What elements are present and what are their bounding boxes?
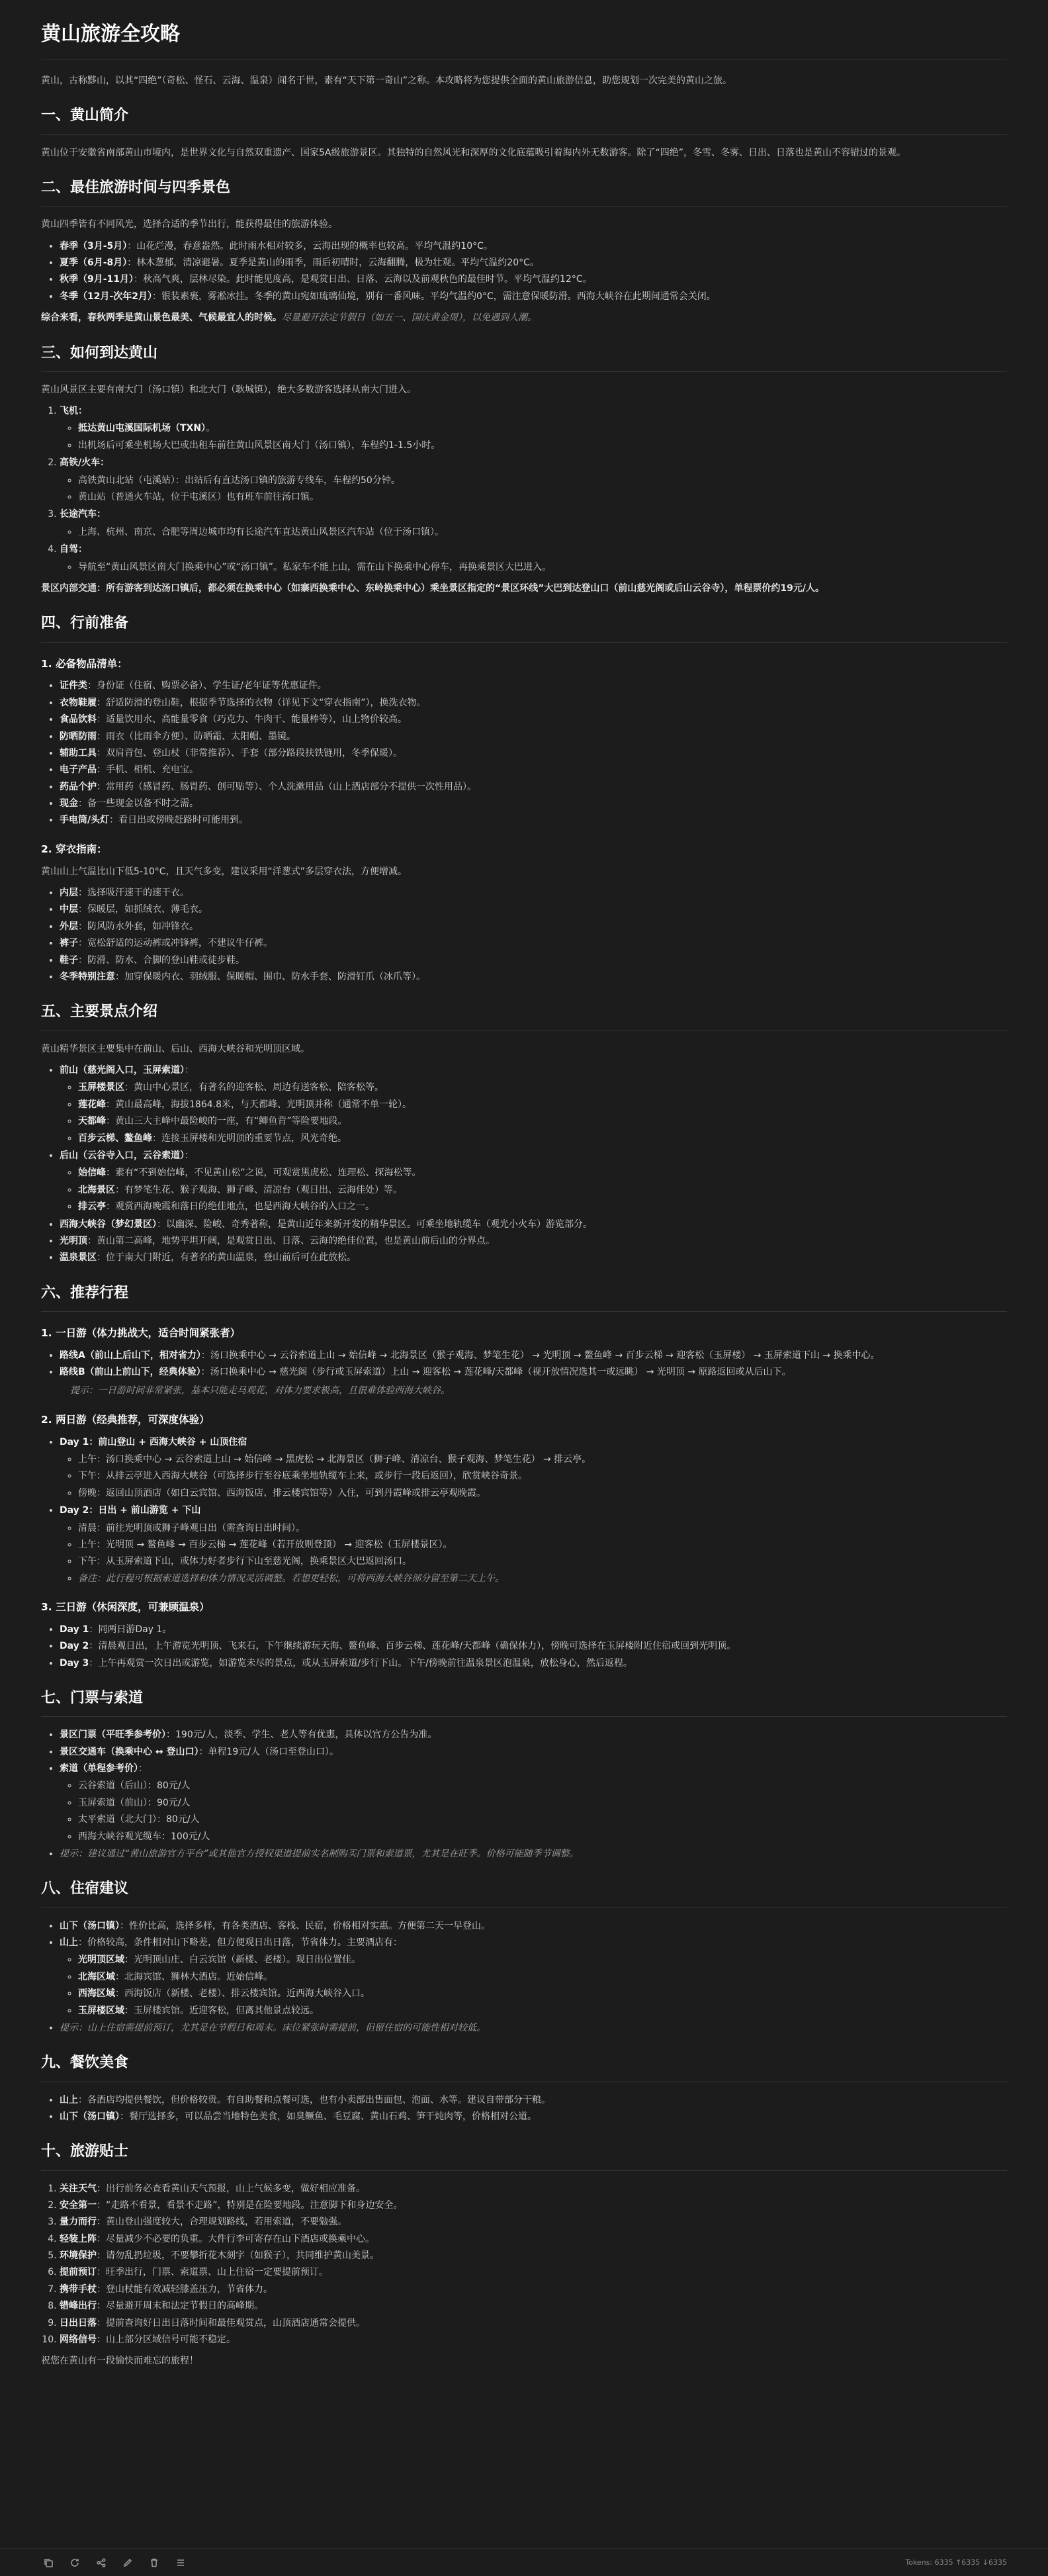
item-strong: 食品饮料 — [60, 714, 97, 725]
item-strong: 北海区域 — [78, 1971, 115, 1982]
tip-text: 提示：一日游时间非常紧张，基本只能走马观花，对体力要求极高，且很难体验西海大峡谷。 — [70, 1385, 450, 1397]
item-strong: 秋季（9月-11月） — [60, 274, 134, 285]
subsection-heading: 1. 一日游（体力挑战大，适合时间紧张者） — [41, 1326, 241, 1339]
item-strong: 后山（云谷寺入口，云谷索道） — [60, 1150, 185, 1161]
list-item — [60, 455, 1007, 504]
item-text: ：“走路不看景，看景不走路”，特别是在险要地段。注意脚下和身边安全。 — [97, 2199, 403, 2211]
item-strong: 冬季（12月-次年2月） — [60, 291, 153, 302]
item-strong: Day 3 — [60, 1657, 89, 1669]
list-item — [78, 1469, 1007, 1483]
item-text: ：汤口换乘中心 → 云谷索道上山 → 始信峰 → 北海景区（猴子观海、梦笔生花） → 光明顶 → 鳌鱼峰 → 百步云梯 → 迎客松（玉屏楼） → 玉屏索道下山 → 换乘中心。 — [200, 1350, 880, 1361]
item-text: ：林木葱郁，清凉避暑。夏季是黄山的雨季，雨后初晴时，云海翻腾，极为壮观。平均气温约20°C。 — [127, 257, 539, 268]
item-text: ：上午再观赏一次日出或游览，如游览未尽的景点，或从玉屏索道/步行下山。下午/傍晚前往温泉景区泡温泉，放松身心，然后返程。 — [89, 1657, 633, 1669]
list-item — [60, 2248, 1007, 2263]
section-heading: 六、推荐行程 — [41, 1281, 1007, 1312]
refresh-icon — [69, 2557, 80, 2568]
list-item — [60, 1847, 1007, 1861]
item-strong: 辅助工具 — [60, 747, 97, 759]
list-item — [78, 1097, 1007, 1112]
item-text: ：保暖层，如抓绒衣、薄毛衣。 — [78, 904, 208, 915]
item-text: 上午：汤口换乘中心 → 云谷索道上山 → 始信峰 → 黑虎松 → 北海景区（狮子峰、清凉台、猴子观海、梦笔生花） → 排云亭。 — [78, 1454, 591, 1465]
item-strong: 山上 — [60, 1937, 78, 1948]
item-text: ：双肩背包、登山杖（非常推荐）、手套（部分路段扶铁链用，冬季保暖）。 — [97, 747, 402, 759]
item-strong: 鞋子 — [60, 954, 78, 966]
section-paragraph: 黄山山上气温比山下低5-10°C，且天气多变，建议采用“洋葱式”多层穿衣法，方便增减。 — [41, 866, 408, 877]
summary-em: 尽量避开法定节假日（如五一、国庆黄金周），以免遇到人潮。 — [282, 312, 537, 324]
item-text: ：雨衣（比雨伞方便）、防晒霜、太阳帽、墨镜。 — [97, 731, 296, 742]
item-text: ：加穿保暖内衣、羽绒服、保暖帽、围巾、防水手套、防滑钉爪（冰爪等）。 — [115, 972, 425, 983]
item-text: ：190元/人，淡季、学生、老人等有优惠，具体以官方公告为准。 — [166, 1729, 437, 1741]
list-item — [60, 1250, 1007, 1265]
sub-list — [60, 1080, 1007, 1146]
item-text: ： — [185, 1150, 194, 1161]
section-paragraph: 黄山精华景区主要集中在前山、后山、西海大峡谷和光明顶区域。 — [41, 1043, 310, 1054]
item-strong: 日出日落 — [60, 2317, 97, 2328]
item-strong: 北海景区 — [78, 1184, 115, 1195]
subsection-heading: 2. 两日游（经典推荐，可深度体验） — [41, 1413, 210, 1426]
list-item — [60, 936, 1007, 950]
list-item — [60, 1656, 1007, 1671]
closing-text: 祝您在黄山有一段愉快而难忘的旅程！ — [41, 2356, 198, 2367]
list-item: ◦ 玉屏索道（前山）：90元/人 — [78, 1796, 1007, 1810]
item-text: 清晨：前往光明顶或狮子峰观日出（需查询日出时间）。 — [78, 1522, 305, 1534]
list-item — [60, 1639, 1007, 1653]
list-item — [78, 1538, 1007, 1552]
item-text: ：黄山中心景区，有著名的迎客松、周边有送客松、陪客松等。 — [124, 1082, 384, 1093]
list-item — [60, 1745, 1007, 1759]
more-icon — [175, 2557, 186, 2568]
list-item — [60, 289, 1007, 304]
item-strong: Day 2 — [60, 1641, 89, 1652]
list-item — [60, 2316, 1007, 2330]
item-strong: 西海区域 — [78, 1988, 115, 2000]
item-strong: 提前预订 — [60, 2267, 97, 2278]
list-item: ◦ 太平索道（北大门）：80元/人 — [78, 1812, 1007, 1827]
list-item — [60, 1063, 1007, 1146]
page-title: 黄山旅游全攻略 — [41, 13, 1007, 60]
list-item — [78, 1199, 1007, 1214]
item-text: ：手机、相机、充电宝。 — [97, 764, 198, 776]
subsection-heading: 3. 三日游（休闲深度，可兼顾温泉） — [41, 1601, 210, 1614]
item-text: ：登山杖能有效减轻膝盖压力，节省体力。 — [97, 2283, 273, 2295]
item-strong: 携带手杖 — [60, 2283, 97, 2295]
item-strong: 防晒防雨 — [60, 731, 97, 742]
item-strong: 天都峰 — [78, 1116, 106, 1127]
tip-text: 备注：此行程可根据索道选择和体力情况灵活调整。若想更轻松，可将西海大峡谷部分留至第二天上午。 — [78, 1573, 504, 1584]
item-strong: 网络信号 — [60, 2334, 97, 2346]
list-item — [60, 507, 1007, 539]
section-heading: 三、如何到达黄山 — [41, 342, 1007, 372]
item-text: ：秋高气爽，层林尽染。此时能见度高，是观赏日出、日落、云海以及前观秋色的最佳时节。平均气温约12°C。 — [134, 274, 592, 285]
item-text: ：单程19元/人（汤口至登山口）。 — [198, 1746, 339, 1757]
item-text: ：黄山第二高峰，地势平坦开阔，是观赏日出、日落、云海的绝佳位置，也是黄山前后山的分界点。 — [87, 1235, 495, 1246]
item-strong: 长途汽车： — [60, 509, 106, 520]
list-item — [60, 1348, 1007, 1363]
list-item — [78, 2003, 1007, 2018]
edit-icon — [122, 2557, 133, 2568]
item-strong: 量力而行 — [60, 2217, 97, 2228]
item-text: ：山花烂漫，春意盎然。此时雨水相对较多，云海出现的概率也较高。平均气温约10°C。 — [127, 240, 493, 252]
item-text: ：玉屏楼宾馆。近迎客松，但离其他景点较远。 — [124, 2005, 319, 2016]
item-text: ：银装素裹，雾凇冰挂。冬季的黄山宛如琉璃仙境，别有一番风味。平均气温约0°C，需注意保暖防滑。西海大峡谷在此期间通常会关闭。 — [152, 291, 716, 302]
list-item — [60, 2198, 1007, 2213]
refresh-button[interactable] — [67, 2555, 82, 2570]
transport-list — [41, 404, 1007, 575]
sub-list — [60, 473, 1007, 505]
item-text: 导航至“黄山风景区南大门换乘中心”或“汤口镇”。私家车不能上山，需在山下换乘中心停车，再换乘景区大巴进入。 — [78, 561, 552, 573]
list-item — [60, 1435, 1007, 1501]
list-item — [78, 490, 1007, 504]
section-heading: 九、餐饮美食 — [41, 2051, 1007, 2082]
food-list — [41, 2093, 1007, 2125]
sub-list — [60, 525, 1007, 539]
more-button[interactable] — [173, 2555, 188, 2570]
list-item — [78, 1953, 1007, 1967]
list-item — [60, 919, 1007, 934]
item-strong: 内层 — [60, 888, 78, 899]
list-item — [60, 1217, 1007, 1232]
item-text: ：宽松舒适的运动裤或冲锋裤，不建议牛仔裤。 — [78, 938, 273, 949]
sub-list — [60, 421, 1007, 453]
item-strong: 飞机： — [60, 406, 87, 417]
item-strong: 药品个护 — [60, 781, 97, 792]
item-strong: 自驾： — [60, 544, 87, 555]
summary-strong: 综合来看，春秋两季是黄山景色最美、气候最宜人的时候。 — [41, 312, 282, 324]
item-strong: 莲花峰 — [78, 1099, 106, 1110]
item-text: ：提前查询好日出日落时间和最佳观赏点，山顶酒店通常会提供。 — [97, 2317, 365, 2328]
item-strong: 西海大峡谷（梦幻景区） — [60, 1219, 157, 1230]
item-text: 傍晚：返回山顶酒店（如白云宾馆、西海饭店、排云楼宾馆等）入住，可到丹霞峰或排云亭观晚霞。 — [78, 1487, 486, 1498]
item-text: 上午：光明顶 → 鳌鱼峰 → 百步云梯 → 莲花峰（若开放则登顶） → 迎客松（玉屏楼景区）。 — [78, 1539, 453, 1550]
item-text: ：常用药（感冒药、肠胃药、创可贴等）、个人洗漱用品（山上酒店部分不提供一次性用品）。 — [97, 781, 476, 792]
sub-list — [60, 1953, 1007, 2018]
season-list — [41, 239, 1007, 304]
itinerary-list — [41, 1348, 1007, 1380]
tip-text: 提示：山上住宿需提前预订，尤其是在节假日和周末。床位紧张时需提前，但留住宿的可能性相对较低。 — [60, 2022, 486, 2033]
list-item — [60, 1761, 1007, 1844]
item-text: ：身份证（住宿、购票必备）、学生证/老年证等优惠证件。 — [87, 680, 327, 692]
item-strong: 衣物鞋履 — [60, 697, 97, 708]
list-item — [60, 239, 1007, 253]
item-strong: 山下（汤口镇） — [60, 1920, 120, 1931]
tip-list — [41, 1383, 1007, 1398]
intro-paragraph: 黄山，古称黟山，以其“四绝”（奇松、怪石、云海、温泉）闻名于世，素有“天下第一奇山”之称。本攻略将为您提供全面的黄山旅游信息，助您规划一次完美的黄山之旅。 — [41, 75, 732, 86]
item-text: 下午：从排云亭进入西海大峡谷（可选择步行至谷底乘坐地轨缆车上来，或步行一段后返回），欣赏峡谷奇景。 — [78, 1471, 527, 1482]
section-heading: 八、住宿建议 — [41, 1877, 1007, 1908]
item-strong: 始信峰 — [78, 1168, 106, 1179]
item-strong: 排云亭 — [78, 1201, 106, 1213]
item-text: ：舒适防滑的登山鞋，根据季节选择的衣物（详见下文“穿衣指南”），换洗衣物。 — [97, 697, 426, 708]
item-strong: 山上 — [60, 2094, 78, 2105]
section-heading: 四、行前准备 — [41, 612, 1007, 642]
item-text: ：适量饮用水、高能量零食（巧克力、牛肉干、能量棒等），山上物价较高。 — [97, 714, 407, 725]
item-strong: 现金 — [60, 798, 78, 809]
list-item — [60, 2332, 1007, 2347]
list-item — [78, 473, 1007, 488]
list-item — [60, 746, 1007, 760]
item-text: ：黄山三大主峰中最险峻的一座，有“鲫鱼背”等险要地段。 — [106, 1116, 347, 1127]
item-text: ：看日出或傍晚赶路时可能用到。 — [109, 815, 249, 826]
subsection-heading: 2. 穿衣指南： — [41, 843, 107, 855]
list-item — [60, 780, 1007, 794]
token-count: Tokens: 6335 ↑6335 ↓6335 — [905, 2557, 1007, 2567]
item-strong: 中层 — [60, 904, 78, 915]
list-item — [60, 1365, 1007, 1379]
list-item — [60, 1503, 1007, 1586]
item-text: ：防风防水外套，如冲锋衣。 — [78, 921, 198, 932]
list-item — [60, 813, 1007, 827]
item-text: ：汤口换乘中心 → 慈光阁（步行或玉屏索道）上山 → 迎客松 → 莲花峰/天都峰（视开放情况选其一或远眺） → 光明顶 → 原路返回或从后山下。 — [200, 1367, 791, 1378]
item-text: ：光明顶山庄、白云宾馆（新楼、老楼）。观日出位置佳。 — [124, 1955, 361, 1966]
list-item — [60, 1727, 1007, 1742]
list-item — [60, 1919, 1007, 1933]
item-strong: 景区交通车（换乘中心 ↔ 登山口） — [60, 1746, 199, 1757]
list-item — [78, 1183, 1007, 1197]
season-summary — [41, 310, 1007, 325]
item-strong: 裤子 — [60, 938, 78, 949]
item-text: ：各酒店均提供餐饮，但价格较贵。有自助餐和点餐可选，也有小卖部出售面包、泡面、水等。建议自带部分干粮。 — [78, 2094, 550, 2105]
section-heading: 七、门票与索道 — [41, 1686, 1007, 1717]
item-strong: Day 1：前山登山 + 西海大峡谷 + 山顶住宿 — [60, 1436, 247, 1448]
item-text: 出机场后可乘坐机场大巴或出租车前往黄山风景区南大门（汤口镇），车程约1-1.5小时。 — [78, 439, 441, 451]
list-item — [60, 2299, 1007, 2313]
list-item — [60, 2182, 1007, 2196]
copy-button[interactable] — [41, 2555, 56, 2570]
item-strong: 高铁/火车： — [60, 457, 110, 469]
list-item — [60, 2265, 1007, 2279]
section-heading: 十、旅游贴士 — [41, 2140, 1007, 2170]
item-strong: Day 2：日出 + 前山游览 + 下山 — [60, 1505, 201, 1516]
list-item — [60, 678, 1007, 693]
item-text: 下午：从玉屏索道下山，或体力好者步行下山至慈光阁，换乘景区大巴返回汤口。 — [78, 1556, 412, 1567]
attraction-list — [41, 1063, 1007, 1265]
item-strong: 路线A（前山上后山下，相对省力） — [60, 1350, 201, 1361]
list-item — [60, 886, 1007, 900]
sub-list — [60, 1452, 1007, 1500]
item-text: ：北海宾馆、狮林大酒店。近始信峰。 — [115, 1971, 273, 1982]
lodging-list — [41, 1919, 1007, 2036]
section-paragraph: 黄山四季皆有不同风光，选择合适的季节出行，能获得最佳的旅游体验。 — [41, 219, 337, 230]
item-strong: 光明顶 — [60, 1235, 87, 1246]
item-strong: 百步云梯、鳌鱼峰 — [78, 1132, 152, 1144]
item-text: ：清晨观日出，上午游览光明顶、飞来石，下午继续游玩天海、鳌鱼峰、百步云梯、莲花峰/天都峰（确保体力），傍晚可选择在玉屏楼附近住宿或回到光明顶。 — [89, 1641, 736, 1652]
list-item — [60, 762, 1007, 777]
list-item — [78, 1166, 1007, 1180]
list-item — [60, 1622, 1007, 1637]
item-strong: 轻装上阵 — [60, 2233, 97, 2244]
item-text: ：有梦笔生花、猴子观海、狮子峰、清凉台（观日出、云海佳处）等。 — [115, 1184, 402, 1195]
sub-list — [60, 1778, 1007, 1844]
list-item — [60, 2232, 1007, 2246]
list-item — [60, 696, 1007, 710]
item-strong: 证件类 — [60, 680, 87, 692]
list-item — [60, 2282, 1007, 2297]
item-text: ：同两日游Day 1。 — [89, 1624, 172, 1635]
section-heading: 一、黄山简介 — [41, 104, 1007, 134]
item-strong: 电子产品 — [60, 764, 97, 776]
item-strong: 环境保护 — [60, 2250, 97, 2262]
list-item — [70, 1383, 1007, 1398]
list-item — [78, 438, 1007, 453]
item-strong: 错峰出行 — [60, 2301, 97, 2312]
item-text: ： — [185, 1064, 194, 1076]
list-item — [78, 1452, 1007, 1467]
list-item — [60, 1148, 1007, 1215]
list-item — [60, 2093, 1007, 2107]
item-text: ：山上部分区域信号可能不稳定。 — [97, 2334, 236, 2346]
list-item — [60, 2021, 1007, 2035]
item-text: ：防滑、防水、合脚的登山鞋或徒步鞋。 — [78, 954, 245, 966]
message-footer — [0, 2548, 1048, 2576]
tips-list — [41, 2182, 1007, 2348]
clothing-list — [41, 886, 1007, 984]
delete-button[interactable] — [147, 2555, 161, 2570]
item-strong: 安全第一 — [60, 2199, 97, 2211]
section-heading: 五、主要景点介绍 — [41, 1000, 1007, 1031]
list-item — [78, 1970, 1007, 1984]
list-item — [78, 1114, 1007, 1128]
list-item — [78, 1521, 1007, 1536]
section-paragraph: 黄山位于安徽省南部黄山市境内，是世界文化与自然双重遗产、国家5A级旅游景区。其独特的自然风光和深厚的文化底蕴吸引着海内外无数游客。除了“四绝”，冬雪、冬雾、日出、日落也是黄山不容错过的景观。 — [41, 147, 906, 158]
item-strong: 外层 — [60, 921, 78, 932]
section-heading: 二、最佳旅游时间与四季景色 — [41, 176, 1007, 207]
list-item — [60, 542, 1007, 575]
section-paragraph: 黄山风景区主要有南大门（汤口镇）和北大门（耿城镇），绝大多数游客选择从南大门进入。 — [41, 384, 416, 395]
item-text: ：西海饭店（新楼、老楼）、排云楼宾馆。近西海大峡谷入口。 — [115, 1988, 370, 2000]
list-item — [78, 1986, 1007, 2001]
item-strong: 玉屏楼区域 — [78, 2005, 124, 2016]
sub-list — [60, 1166, 1007, 1214]
item-text: ：黄山登山强度较大，合理规划路线，若用索道，不要勉强。 — [97, 2217, 347, 2228]
list-item — [60, 729, 1007, 744]
item-text: ：连接玉屏楼和光明顶的重要节点，风光奇绝。 — [152, 1132, 347, 1144]
list-item — [60, 970, 1007, 984]
item-strong: Day 1 — [60, 1624, 89, 1635]
item-text: ：尽量避开周末和法定节假日的高峰期。 — [97, 2301, 263, 2312]
list-item: ◦ 云谷索道（后山）：80元/人 — [78, 1778, 1007, 1793]
list-item — [60, 953, 1007, 968]
list-item — [78, 1080, 1007, 1095]
copy-icon — [43, 2557, 54, 2568]
item-text: ：位于南大门附近，有著名的黄山温泉，登山前后可在此放松。 — [97, 1252, 356, 1264]
item-strong: 山下（汤口镇） — [60, 2111, 120, 2122]
item-text: ：价格较高，条件相对山下略差，但方便观日出日落，节省体力。主要酒店有： — [78, 1937, 402, 1948]
item-text: 黄山站（普通火车站，位于屯溪区）也有班车前往汤口镇。 — [78, 492, 319, 503]
item-strong: 索道（单程参考价） — [60, 1763, 138, 1774]
list-item — [78, 421, 1007, 436]
item-strong: 夏季（6月-8月） — [60, 257, 128, 268]
item-strong: 光明顶区域 — [78, 1955, 124, 1966]
list-item — [78, 1131, 1007, 1146]
item-text: ：选择吸汗速干的速干衣。 — [78, 888, 189, 899]
item-text: ：以幽深、险峻、奇秀著称，是黄山近年来新开发的精华景区。可乘坐地轨缆车（观光小火车）游览部分。 — [157, 1219, 592, 1230]
itinerary-list — [41, 1435, 1007, 1587]
item-text: ：餐厅选择多，可以品尝当地特色美食，如臭鳜鱼、毛豆腐、黄山石鸡、笋干炖肉等，价格相对公道。 — [120, 2111, 537, 2122]
item-strong: 景区门票（平旺季参考价） — [60, 1729, 166, 1741]
list-item — [60, 272, 1007, 287]
list-item — [78, 1571, 1007, 1586]
edit-button[interactable] — [120, 2555, 135, 2570]
item-text: ：素有“不到始信峰，不见黄山松”之说，可观赏黑虎松、连理松、探海松等。 — [106, 1168, 421, 1179]
packing-list — [41, 678, 1007, 828]
item-strong: 前山（慈光阁入口，玉屏索道） — [60, 1064, 185, 1076]
sub-list — [60, 1521, 1007, 1587]
item-text: 。 — [206, 423, 216, 434]
message-actions — [41, 2555, 188, 2570]
list-item — [78, 1486, 1007, 1500]
share-icon — [96, 2557, 107, 2568]
item-strong: 冬季特别注意 — [60, 972, 115, 983]
sub-list — [60, 560, 1007, 575]
item-text: 上海、杭州、南京、合肥等周边城市均有长途汽车直达黄山风景区汽车站（位于汤口镇）。 — [78, 526, 444, 537]
item-strong: 关注天气 — [60, 2183, 97, 2194]
list-item — [60, 796, 1007, 811]
item-text: ：性价比高，选择多样，有各类酒店、客栈、民宿，价格相对实惠。方便第二天一早登山。 — [120, 1920, 490, 1931]
list-item — [60, 1935, 1007, 2018]
list-item: ◦ 西海大峡谷观光缆车：100元/人 — [78, 1829, 1007, 1844]
item-text: ：出行前务必查看黄山天气预报，山上气候多变，做好相应准备。 — [97, 2183, 365, 2194]
list-item — [60, 2215, 1007, 2229]
tip-text: 提示：建议通过“黄山旅游官方平台”或其他官方授权渠道提前实名制购买门票和索道票，尤其是在旺季。价格可能随季节调整。 — [60, 1849, 579, 1860]
item-text: ：旺季出行，门票、索道票、山上住宿一定要提前预订。 — [97, 2267, 328, 2278]
item-text: ：观赏西海晚霞和落日的绝佳地点，也是西海大峡谷的入口之一。 — [106, 1201, 374, 1213]
list-item — [60, 255, 1007, 270]
item-strong: 路线B（前山上前山下，经典体验） — [60, 1367, 201, 1378]
list-item — [60, 404, 1007, 453]
share-button[interactable] — [94, 2555, 109, 2570]
item-text: ： — [138, 1763, 148, 1774]
list-item — [78, 1554, 1007, 1569]
list-item — [60, 2109, 1007, 2124]
item-strong: 抵达黄山屯溪国际机场（TXN） — [78, 423, 206, 434]
item-text: ：备一些现金以备不时之需。 — [78, 798, 198, 809]
list-item — [60, 1234, 1007, 1248]
item-text: ：尽量减少不必要的负重。大件行李可寄存在山下酒店或换乘中心。 — [97, 2233, 374, 2244]
ticket-list — [41, 1727, 1007, 1861]
item-text: ：请勿乱扔垃圾，不要攀折花木刻字（如猴子），共同维护黄山美景。 — [97, 2250, 379, 2262]
subsection-heading: 1. 必备物品清单： — [41, 657, 128, 670]
item-strong: 温泉景区 — [60, 1252, 97, 1264]
transport-note: 景区内部交通：所有游客到达汤口镇后，都必须在换乘中心（如寨西换乘中心、东岭换乘中心）乘坐景区指定的“景区环线”大巴到达登山口（前山慈光阁或后山云谷寺），单程票价约19元/人。 — [41, 582, 824, 594]
item-text: 高铁黄山北站（屯溪站）：出站后有直达汤口镇的旅游专线车，车程约50分钟。 — [78, 475, 400, 486]
item-strong: 手电筒/头灯 — [60, 815, 110, 826]
list-item — [60, 902, 1007, 917]
list-item — [78, 560, 1007, 575]
list-item — [78, 525, 1007, 539]
item-strong: 春季（3月-5月） — [60, 240, 128, 252]
delete-icon — [149, 2557, 159, 2568]
list-item — [60, 712, 1007, 727]
item-text: ：黄山最高峰，海拔1864.8米，与天都峰、光明顶并称（通常不单一轮）。 — [106, 1099, 412, 1110]
itinerary-list — [41, 1622, 1007, 1671]
item-strong: 玉屏楼景区 — [78, 1082, 124, 1093]
